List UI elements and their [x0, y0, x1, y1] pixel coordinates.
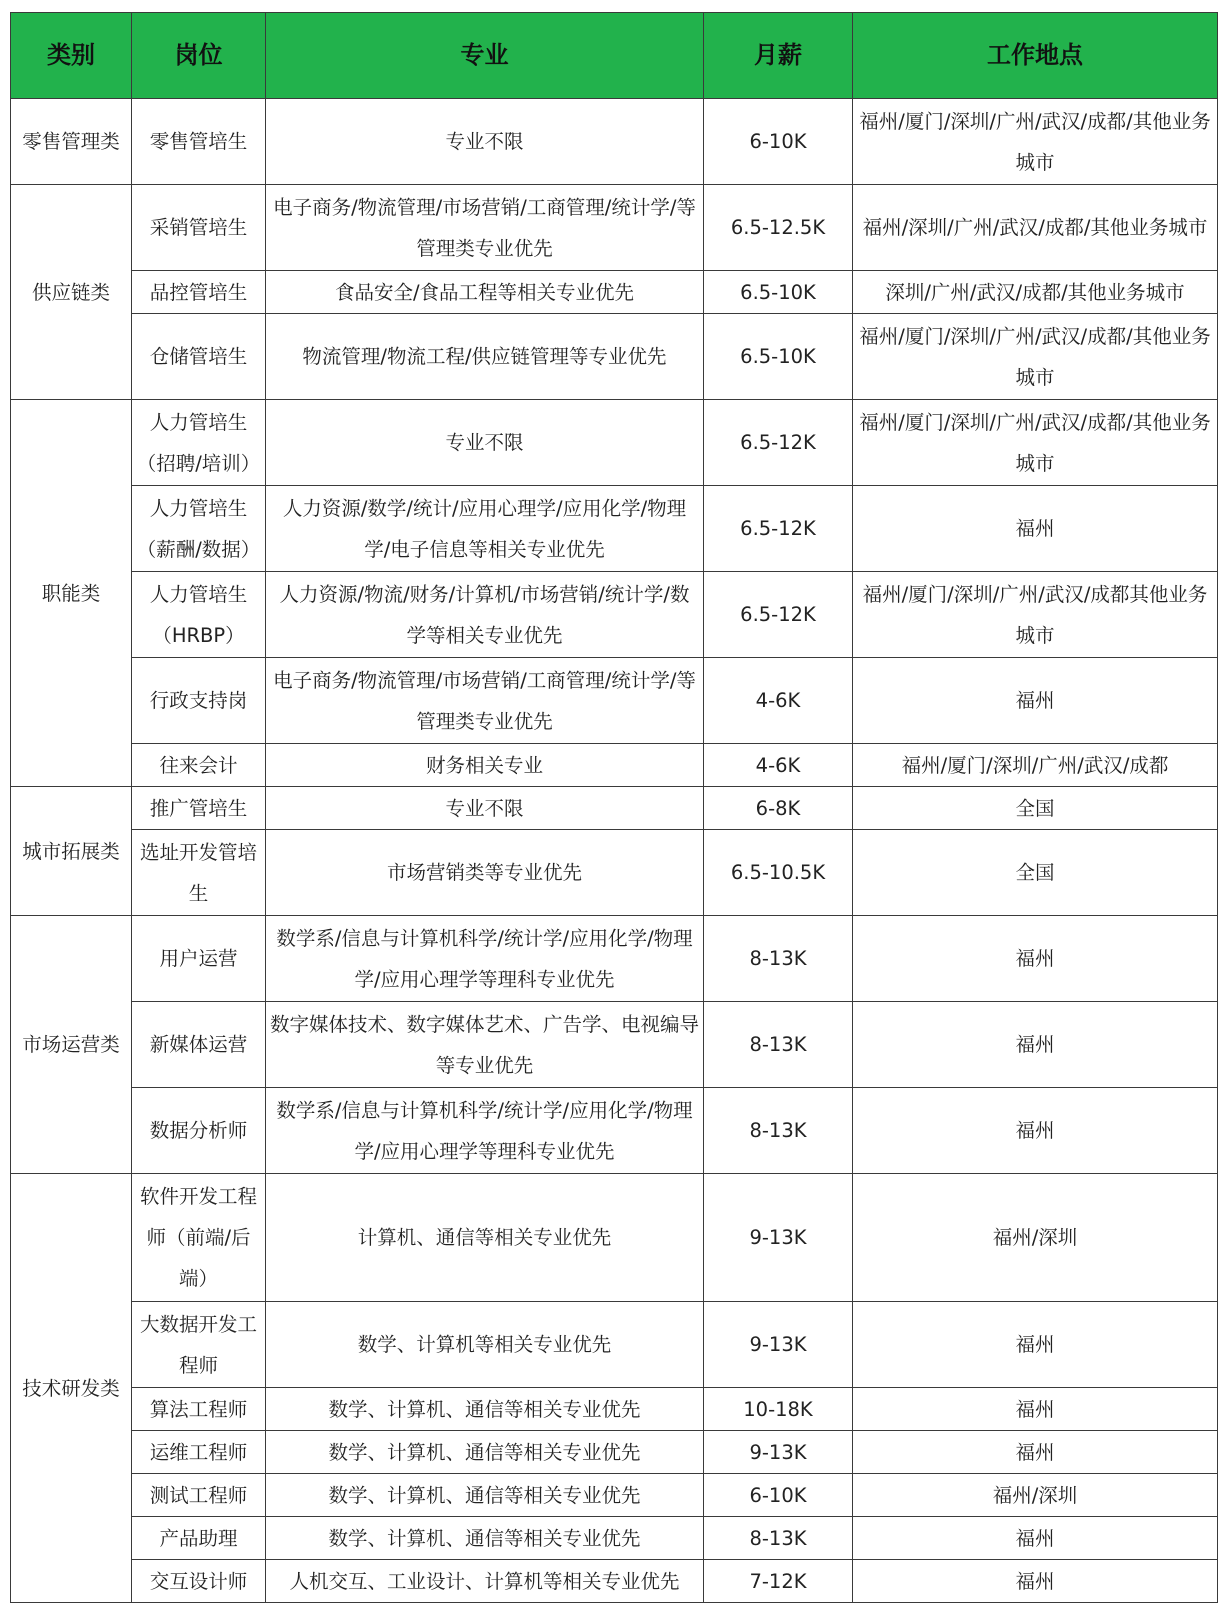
location-cell: 福州/深圳/广州/武汉/成都/其他业务城市 [853, 185, 1218, 271]
table-row [11, 1088, 1218, 1174]
location-cell: 福州/厦门/深圳/广州/武汉/成都 [853, 744, 1218, 787]
major-cell: 财务相关专业 [266, 744, 704, 787]
major-cell: 数学、计算机、通信等相关专业优先 [266, 1517, 704, 1560]
location-cell: 福州/深圳 [853, 1474, 1218, 1517]
job-table-container [10, 12, 1217, 1603]
location-cell: 福州 [853, 1002, 1218, 1088]
table-row [11, 916, 1218, 1002]
major-cell: 专业不限 [266, 787, 704, 830]
salary-cell: 9-13K [704, 1302, 853, 1388]
table-row [11, 1174, 1218, 1302]
category-cell: 零售管理类 [11, 99, 132, 185]
position-cell: 交互设计师 [132, 1560, 266, 1603]
table-row [11, 185, 1218, 271]
table-row [11, 1560, 1218, 1603]
position-cell: 新媒体运营 [132, 1002, 266, 1088]
table-row [11, 1002, 1218, 1088]
major-cell: 人力资源/物流/财务/计算机/市场营销/统计学/数学等相关专业优先 [266, 572, 704, 658]
location-cell: 福州 [853, 658, 1218, 744]
major-cell: 计算机、通信等相关专业优先 [266, 1174, 704, 1302]
location-cell: 福州/厦门/深圳/广州/武汉/成都其他业务城市 [853, 572, 1218, 658]
salary-cell: 6.5-12K [704, 400, 853, 486]
location-cell: 全国 [853, 787, 1218, 830]
table-row [11, 486, 1218, 572]
table-row [11, 1474, 1218, 1517]
salary-cell: 8-13K [704, 1002, 853, 1088]
table-row [11, 400, 1218, 486]
position-cell: 仓储管培生 [132, 314, 266, 400]
location-cell: 福州 [853, 486, 1218, 572]
header-category: 类别 [11, 13, 132, 99]
table-row [11, 658, 1218, 744]
location-cell: 福州 [853, 916, 1218, 1002]
salary-cell: 7-12K [704, 1560, 853, 1603]
location-cell: 福州 [853, 1302, 1218, 1388]
table-row [11, 787, 1218, 830]
major-cell: 专业不限 [266, 400, 704, 486]
major-cell: 数学、计算机、通信等相关专业优先 [266, 1388, 704, 1431]
table-row [11, 99, 1218, 185]
salary-cell: 6.5-10K [704, 271, 853, 314]
major-cell: 物流管理/物流工程/供应链管理等专业优先 [266, 314, 704, 400]
header-salary: 月薪 [704, 13, 853, 99]
salary-cell: 6-8K [704, 787, 853, 830]
position-cell: 选址开发管培生 [132, 830, 266, 916]
salary-cell: 6.5-10.5K [704, 830, 853, 916]
position-cell: 数据分析师 [132, 1088, 266, 1174]
major-cell: 人机交互、工业设计、计算机等相关专业优先 [266, 1560, 704, 1603]
table-row [11, 572, 1218, 658]
location-cell: 福州/厦门/深圳/广州/武汉/成都/其他业务城市 [853, 314, 1218, 400]
major-cell: 市场营销类等专业优先 [266, 830, 704, 916]
major-cell: 数学系/信息与计算机科学/统计学/应用化学/物理学/应用心理学等理科专业优先 [266, 916, 704, 1002]
category-cell: 职能类 [11, 400, 132, 787]
header-position: 岗位 [132, 13, 266, 99]
salary-cell: 8-13K [704, 1517, 853, 1560]
table-row [11, 1388, 1218, 1431]
location-cell: 福州 [853, 1517, 1218, 1560]
header-row [11, 13, 1218, 99]
position-cell: 推广管培生 [132, 787, 266, 830]
table-row [11, 744, 1218, 787]
table-row [11, 314, 1218, 400]
position-cell: 人力管培生（HRBP） [132, 572, 266, 658]
salary-cell: 6.5-12K [704, 486, 853, 572]
position-cell: 人力管培生（薪酬/数据） [132, 486, 266, 572]
salary-cell: 9-13K [704, 1431, 853, 1474]
major-cell: 数学、计算机等相关专业优先 [266, 1302, 704, 1388]
table-row [11, 1517, 1218, 1560]
major-cell: 人力资源/数学/统计/应用心理学/应用化学/物理学/电子信息等相关专业优先 [266, 486, 704, 572]
salary-cell: 8-13K [704, 916, 853, 1002]
major-cell: 电子商务/物流管理/市场营销/工商管理/统计学/等管理类专业优先 [266, 658, 704, 744]
major-cell: 电子商务/物流管理/市场营销/工商管理/统计学/等管理类专业优先 [266, 185, 704, 271]
salary-cell: 8-13K [704, 1088, 853, 1174]
position-cell: 行政支持岗 [132, 658, 266, 744]
salary-cell: 4-6K [704, 658, 853, 744]
position-cell: 大数据开发工程师 [132, 1302, 266, 1388]
salary-cell: 4-6K [704, 744, 853, 787]
location-cell: 福州/厦门/深圳/广州/武汉/成都/其他业务城市 [853, 99, 1218, 185]
salary-cell: 6.5-12K [704, 572, 853, 658]
major-cell: 食品安全/食品工程等相关专业优先 [266, 271, 704, 314]
location-cell: 福州/厦门/深圳/广州/武汉/成都/其他业务城市 [853, 400, 1218, 486]
salary-cell: 6.5-10K [704, 314, 853, 400]
header-location: 工作地点 [853, 13, 1218, 99]
category-cell: 市场运营类 [11, 916, 132, 1174]
major-cell: 数字媒体技术、数字媒体艺术、广告学、电视编导等专业优先 [266, 1002, 704, 1088]
salary-cell: 6.5-12.5K [704, 185, 853, 271]
header-major: 专业 [266, 13, 704, 99]
salary-cell: 10-18K [704, 1388, 853, 1431]
position-cell: 人力管培生（招聘/培训） [132, 400, 266, 486]
location-cell: 福州 [853, 1431, 1218, 1474]
category-cell: 城市拓展类 [11, 787, 132, 916]
position-cell: 运维工程师 [132, 1431, 266, 1474]
position-cell: 往来会计 [132, 744, 266, 787]
location-cell: 全国 [853, 830, 1218, 916]
position-cell: 零售管培生 [132, 99, 266, 185]
salary-cell: 9-13K [704, 1174, 853, 1302]
position-cell: 品控管培生 [132, 271, 266, 314]
job-table [10, 12, 1218, 1603]
position-cell: 采销管培生 [132, 185, 266, 271]
salary-cell: 6-10K [704, 99, 853, 185]
location-cell: 福州 [853, 1088, 1218, 1174]
category-cell: 供应链类 [11, 185, 132, 400]
table-row [11, 1302, 1218, 1388]
position-cell: 测试工程师 [132, 1474, 266, 1517]
table-row [11, 1431, 1218, 1474]
table-body [11, 99, 1218, 1603]
location-cell: 福州 [853, 1388, 1218, 1431]
major-cell: 数学、计算机、通信等相关专业优先 [266, 1474, 704, 1517]
position-cell: 算法工程师 [132, 1388, 266, 1431]
location-cell: 深圳/广州/武汉/成都/其他业务城市 [853, 271, 1218, 314]
table-row [11, 830, 1218, 916]
position-cell: 用户运营 [132, 916, 266, 1002]
major-cell: 数学、计算机、通信等相关专业优先 [266, 1431, 704, 1474]
major-cell: 数学系/信息与计算机科学/统计学/应用化学/物理学/应用心理学等理科专业优先 [266, 1088, 704, 1174]
location-cell: 福州/深圳 [853, 1174, 1218, 1302]
category-cell: 技术研发类 [11, 1174, 132, 1603]
location-cell: 福州 [853, 1560, 1218, 1603]
major-cell: 专业不限 [266, 99, 704, 185]
table-row [11, 271, 1218, 314]
position-cell: 软件开发工程师（前端/后端） [132, 1174, 266, 1302]
position-cell: 产品助理 [132, 1517, 266, 1560]
salary-cell: 6-10K [704, 1474, 853, 1517]
